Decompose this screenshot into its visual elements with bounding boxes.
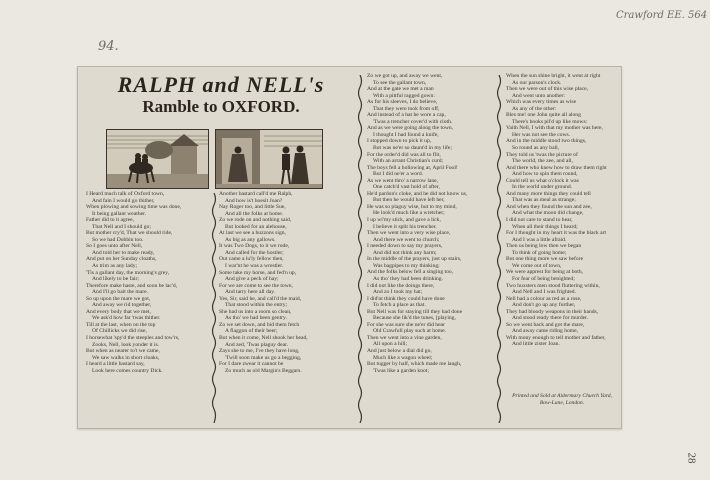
verse-line: And away we rid together, — [92, 302, 152, 309]
verse-line: For the order'd did was all to flit, — [367, 151, 441, 158]
verse-line: As we went thro' a narrow lane, — [367, 177, 439, 184]
ornamental-rule-3 — [496, 75, 502, 423]
verse-line: One catch'd vast hold of after, — [373, 184, 440, 191]
verse-line: So up upon the mare we got, — [86, 295, 151, 302]
broadside-subtitle: Ramble to OXFORD. — [142, 97, 300, 116]
verse-line: But mother cry'd, That we should ride, — [86, 230, 173, 237]
verse-line: Which was every times as wise — [506, 99, 577, 106]
verse-line: And give a peck of hay; — [225, 276, 279, 283]
catalogue-reference-annotation: Crawford EE. 564 — [616, 10, 708, 21]
verse-line: With a pittful ragged gown: — [373, 92, 435, 99]
verse-line: And in the middle stood two things, — [506, 138, 587, 145]
verse-line: So round as any ball, — [512, 145, 560, 152]
verse-line: Then we went into a very wise place, — [367, 230, 451, 237]
verse-line: 'Tis a gallant day, the morning's grey, — [86, 269, 170, 276]
verse-line: But Nell was for staying till they had done — [367, 308, 463, 315]
verse-line: Was bagpipes to my thinking; — [373, 262, 440, 269]
verse-line: But tugger by half, which made me laugh, — [367, 361, 462, 368]
verse-line: And there who knew how to draw them right — [506, 164, 607, 171]
verse-line: Zooks, Nell, look yonder it is. — [92, 341, 160, 348]
verse-line: But one thing more we saw before — [506, 256, 584, 263]
verse-line: I war'nt he was a wrestler. — [225, 263, 284, 270]
verse-line: So we had Dobbin too. — [92, 236, 144, 243]
verse-line: He was so plaguy wise, but to my mind, — [367, 203, 457, 210]
verse-line: We were apprest for being at both, — [506, 269, 584, 276]
verse-line: We saw walks in short cloaks, — [92, 354, 160, 361]
verse-line: And instead of a hat he wore a cap, — [367, 112, 446, 119]
verse-line: All upon a hill; — [373, 341, 408, 348]
verse-line: Nay Roger too, and little Sue, — [219, 204, 286, 211]
verse-line: For we are come to see the town, — [219, 282, 293, 289]
verse-line: Zo much as old Margin's Beggars. — [225, 367, 302, 374]
verse-line: As any of the other: — [512, 105, 557, 112]
verse-line: When plowing and sowing time was done, — [86, 204, 182, 211]
verse-line: At last we see a huzzons sign, — [219, 230, 286, 237]
verse-line: Till at the last, when on the top — [86, 321, 156, 328]
verse-line: And many more things they could tell — [506, 190, 591, 197]
verse-line: I horsewhat 'spy'd the steeples and tow'rs, — [86, 335, 180, 342]
verse-line: I Heard much talk of Oxford town, — [86, 191, 165, 197]
verse-line: They told us 'twas the picture of — [506, 151, 578, 158]
verse-line: In the middle of the prayers, just up stairs, — [367, 256, 462, 263]
verse-line: It was Two Dogs, to it we rode, — [219, 243, 290, 250]
pencil-number-annotation: 94. — [98, 39, 119, 54]
verse-line: And zed, 'Twas plaguy dear. — [225, 341, 289, 348]
verse-line: But when as nearer to't we came, — [86, 348, 160, 355]
verse-line: That Nell and I should go; — [92, 223, 151, 230]
verse-line: And tarry here all day. — [225, 289, 276, 296]
verse-line: And zo I took my hat; — [373, 289, 423, 296]
verse-line: Look here comes country Dick. — [92, 367, 163, 374]
verse-line: And went unto another: — [512, 92, 565, 99]
verse-line: And I was a little afraid. — [512, 236, 567, 243]
verse-line: When all their things I heard; — [512, 223, 578, 230]
verse-line: And every body that we met, — [86, 308, 151, 315]
verse-line: So I goes unto after Nell, — [86, 243, 143, 250]
verse-line: Because she lik'd the tunes, [playing, — [373, 315, 456, 322]
verse-line: That stood within the entry; — [225, 302, 288, 309]
verse-line: As trim as any lady; — [92, 263, 138, 270]
verse-line: For I thought in my heart it was the black art — [506, 230, 607, 237]
verse-line: For she was sure she ne'er did hear — [367, 321, 445, 328]
verse-column-4 — [506, 73, 618, 348]
broadside-sheet — [77, 66, 622, 429]
verse-line: Bles me! one John quite all along — [506, 112, 581, 119]
verse-line: When the sun shine bright, it went at right — [506, 73, 601, 79]
verse-line: As tho' they had been drinking. — [373, 275, 443, 282]
verse-line: The boys fell a hollowing at, April Fool! — [367, 164, 458, 171]
verse-line: And all the folks at home. — [225, 210, 284, 217]
verse-line: And fain I would go thither, — [92, 197, 155, 204]
verse-line: Some take my horse, and fed'n up, — [219, 269, 297, 276]
verse-line: To see the gallant town, — [373, 79, 427, 86]
imprint-line-1: Printed and Sold at Aldermary Church Yard, — [512, 393, 612, 399]
verse-line: She had us into a room so clean, — [219, 308, 292, 315]
verse-line: I did not like the doings there, — [367, 282, 435, 289]
woodcut-couple-image — [215, 129, 323, 189]
verse-line: But when it come, Nell shook her head, — [219, 335, 308, 342]
verse-line: And just below a dial did go, — [367, 347, 432, 354]
verse-line: Then we went into a vine garden, — [367, 334, 442, 341]
verse-line: 'Twill soon make us go a begging, — [225, 354, 302, 361]
verse-line: And little zister Joan. — [512, 341, 560, 348]
verse-line: And what the moon did change, — [512, 210, 584, 217]
verse-line: He look'd much like a wretcher; — [373, 210, 445, 217]
verse-line: I thought I had found a knife, — [373, 131, 439, 138]
verse-line: He'd pardon's cloke, and he did not know us, — [367, 190, 468, 197]
verse-line: Out came a lu'ly fellow then, — [219, 256, 284, 263]
page-number: 28 — [685, 452, 698, 464]
verse-line: Two huxsters men stood fluttering within, — [506, 282, 600, 289]
verse-line: And Nell and I was frighted. — [512, 289, 577, 296]
verse-line: To think of going home; — [512, 249, 567, 256]
verse-line: Zo we got up, and away we went, — [367, 73, 443, 79]
verse-line: Could tell us what o'clock it was — [506, 177, 579, 184]
verse-line: As our parson's clock. — [512, 79, 562, 86]
verse-line: We ask'd how far 'twas thither. — [92, 315, 161, 322]
verse-line: And told her to make ready, — [92, 249, 155, 256]
verse-line: I heard a little bastard say, — [86, 361, 145, 368]
verse-line: And likely to be fair; — [92, 276, 139, 283]
verse-line: The world, the zee, and all, — [512, 158, 573, 165]
verse-line: I believe it split his trencher. — [373, 223, 437, 230]
verse-line: But I did ne'er a word. — [373, 171, 424, 178]
verse-line: With mony enough to tell mother and father, — [506, 334, 606, 341]
verse-line: For fear of being benighted; — [512, 275, 575, 282]
verse-column-3 — [367, 73, 493, 374]
verse-line: Father did to it agree, — [86, 217, 134, 224]
verse-line: With an arrant Christian's curd; — [373, 158, 444, 165]
verse-line: Of Chillicks we did rise, — [92, 328, 147, 335]
verse-line: And there we went to church; — [373, 236, 440, 243]
verse-line: They had bloody weapons in their hands, — [506, 308, 599, 315]
verse-line: So we went back and got the mare, — [506, 321, 585, 328]
verse-line: I up wi'my stick, and gave a lick, — [367, 217, 441, 224]
verse-line: And how to spin them round, — [512, 171, 578, 178]
verse-line: And how is't hoesit Joan? — [225, 197, 283, 204]
verse-line: 'Twas a trencher cover'd with cloth. — [373, 118, 453, 125]
verse-line: As for his sleeves, I do believe, — [367, 99, 438, 106]
verse-line: I stopped down to pick it up, — [367, 138, 432, 145]
imprint-line-2: Bow-Lane, London. — [539, 399, 585, 406]
verse-line: 'Twas like a garden knot; — [373, 367, 429, 374]
verse-line: And called for the hostler; — [225, 249, 284, 256]
verse-line: Nell had a colour as red as a rose, — [506, 295, 582, 302]
verse-line: Zo we rode on and nothing said, — [219, 217, 292, 224]
verse-line: And at the gate we met a man — [367, 86, 434, 93]
ornamental-rule-1 — [211, 193, 217, 423]
verse-line: And when they found the sun and zee, — [506, 203, 592, 210]
verse-line: But looked for an alehouse, — [225, 223, 287, 230]
verse-line: As tho' we had been gentry. — [225, 315, 287, 322]
verse-line: We come out of town, — [512, 262, 562, 269]
verse-column-1 — [86, 191, 208, 374]
verse-line: Therefore make haste, and soon be lac'd, — [86, 282, 178, 289]
verse-line: There's books pil'd up like mows: — [512, 118, 588, 125]
verse-line: But then he would have left her, — [373, 197, 445, 204]
verse-line: Then us being low then we began — [506, 243, 582, 250]
verse-line: But was ne'er so daunt'd in my life; — [373, 145, 452, 152]
woodcut-travellers-image — [106, 129, 209, 189]
verse-line: Zo we set down, and bid them fetch — [219, 321, 300, 328]
verse-line: I did'nt think they could have done — [367, 295, 445, 302]
verse-line: Much like a wagon wheel; — [373, 354, 433, 361]
verse-line: For I dare zwear it cannot be — [219, 361, 284, 368]
verse-line: Her was not see the cows. — [512, 131, 571, 138]
verse-line: A flaggon of their beer; — [225, 328, 278, 335]
ornamental-rule-2 — [357, 75, 363, 423]
imprint — [506, 393, 618, 406]
verse-line: Yes, Sir, said he, and call'd the maid, — [219, 295, 302, 302]
verse-line: Old Crawfull play such at home. — [373, 328, 447, 335]
verse-line: As big as any gallows. — [225, 236, 276, 243]
verse-line: Another bastard call'd me Ralph, — [219, 191, 293, 197]
verse-line: And did not think any harm; — [373, 249, 437, 256]
verse-line: And away came riding home, — [512, 328, 579, 335]
verse-line: I did not care to stand to hear, — [506, 217, 573, 224]
verse-line: In the world under ground. — [512, 184, 573, 191]
verse-line: I needed down to say my prayers, — [367, 243, 443, 250]
verse-line: And the folks below fell a singing too, — [367, 269, 454, 276]
verse-line: It being gallant weather. — [92, 210, 147, 217]
verse-line: And stood ready there for murder. — [512, 315, 589, 322]
verse-line: And don't go up any further, — [512, 302, 576, 309]
verse-line: That was as meal as strange; — [512, 197, 576, 204]
verse-line: And I'll go bait the mare. — [92, 289, 148, 296]
verse-line: Zays she to me, I've they have long, — [219, 348, 300, 355]
verse-line: Then we were out of this wise place, — [506, 86, 589, 93]
verse-line: Vaith Nell, I with that my mother was here, — [506, 125, 603, 132]
broadside-title: RALPH and NELL's — [117, 72, 325, 97]
verse-line: To fetch a place as that. — [373, 302, 426, 309]
verse-column-2 — [219, 191, 351, 374]
verse-line: And put on her Sunday cloaths, — [86, 256, 157, 263]
verse-line: And as we were going along the town, — [367, 125, 454, 132]
verse-line: That they were took from off, — [373, 105, 440, 112]
